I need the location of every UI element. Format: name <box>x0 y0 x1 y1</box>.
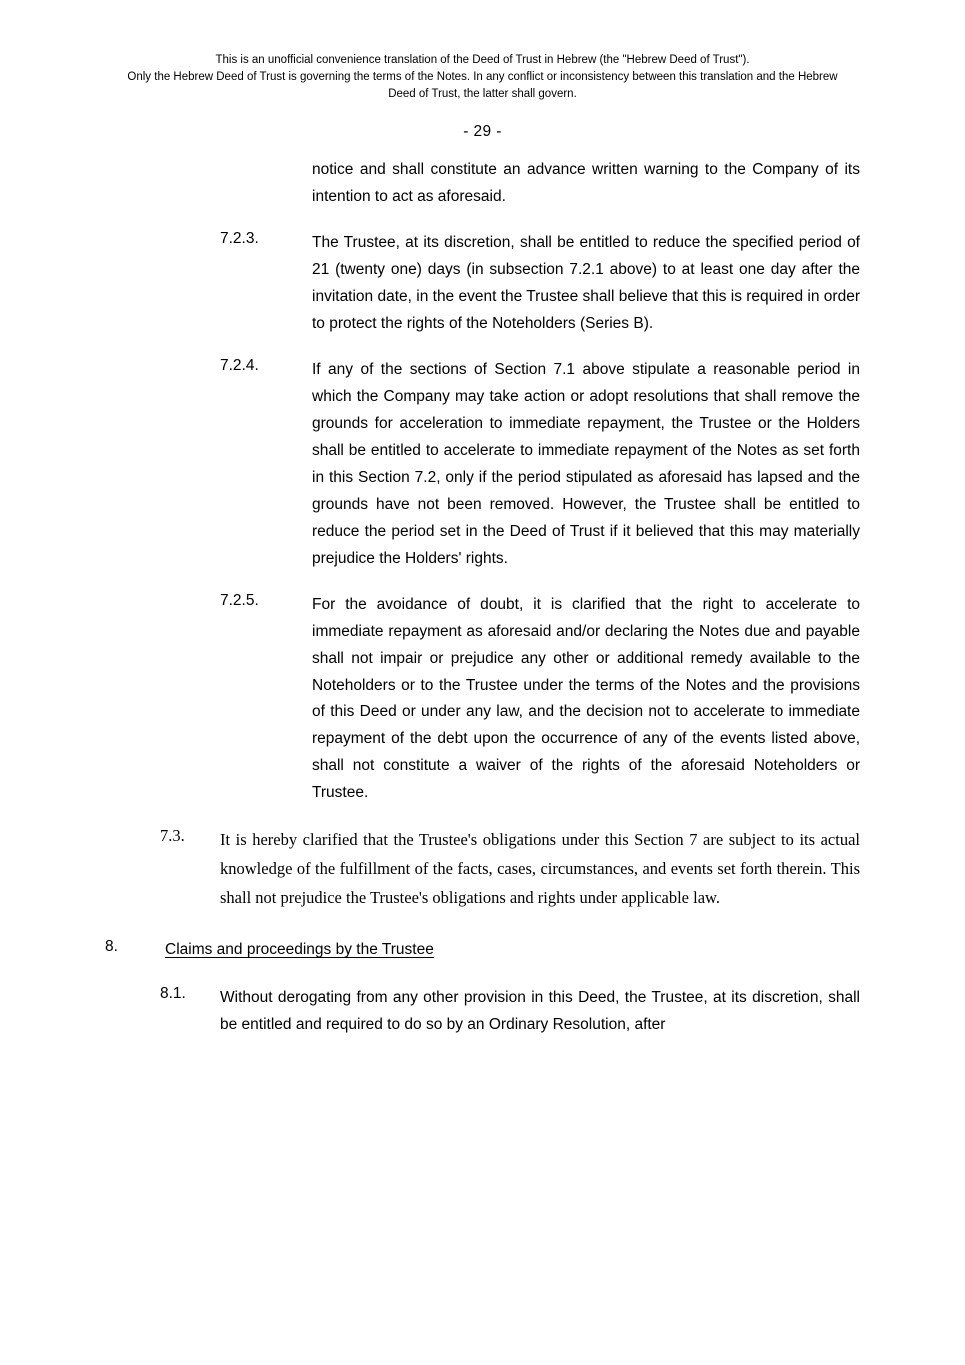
paragraph-continuation-text: notice and shall constitute an advance written warning to the Company of its intention to act as aforesaid. <box>312 161 860 206</box>
clause-7-2-3-number: 7.2.3. <box>220 229 259 247</box>
section-8-heading <box>100 938 865 963</box>
clause-7-2-5-text: For the avoidance of doubt, it is clarified that the right to accelerate to immediate repayment as aforesaid and/or declaring the Notes due and payable shall not impair or prejudice any other or additional remedy available to the Noteholders or to the Trustee under the terms of the Notes and the provisions of this Deed or under any law, and the decision not to accelerate to immediate repayment of the debt upon the occurrence of any of the events listed above, shall not constitute a waiver of the rights of the aforesaid Noteholders or Trustee. <box>312 595 860 802</box>
section-8-number: 8. <box>105 938 118 956</box>
clause-7-2-5 <box>100 592 865 808</box>
clause-7-2-3 <box>100 230 865 338</box>
clause-7-2-3-text: The Trustee, at its discretion, shall be entitled to reduce the specified period of 21 (twenty one) days (in subsection 7.2.1 above) to at least one day after the invitation date, in the event the Trustee shall believe that this is required in order to protect the rights of the Noteholders (Series B). <box>312 233 860 332</box>
clause-7-3 <box>100 826 865 912</box>
clause-8-1-number: 8.1. <box>160 985 186 1003</box>
disclaimer-line-2: Only the Hebrew Deed of Trust is governing the terms of the Notes. In any conflict or inconsistency between this translation and the Hebrew <box>127 71 838 84</box>
page-number: - 29 - <box>463 123 502 141</box>
clause-7-2-4 <box>100 357 865 573</box>
paragraph-continuation <box>100 157 865 211</box>
section-8-title: Claims and proceedings by the Trustee <box>165 941 434 959</box>
clause-7-2-4-text: If any of the sections of Section 7.1 above stipulate a reasonable period in which the Company may take action or adopt resolutions that shall remove the grounds for acceleration to immediate repayment, the Trustee or the Holders shall be entitled to accelerate to immediate repayment of the Notes as set forth in this Section 7.2, only if the period stipulated as aforesaid has lapsed and the grounds have not been removed. However, the Trustee shall be entitled to reduce the period set in the Deed of Trust if it believed that this may materially prejudice the Holders' rights. <box>312 360 860 567</box>
clause-8-1-text: Without derogating from any other provision in this Deed, the Trustee, at its discretion, shall be entitled and required to do so by an Ordinary Resolution, after <box>220 989 860 1034</box>
clause-7-3-text: It is hereby clarified that the Trustee's obligations under this Section 7 are subject to its actual knowledge of the fulfillment of the facts, cases, circumstances, and events set forth therein. This shall not prejudice the Trustee's obligations and rights under applicable law. <box>220 830 860 907</box>
disclaimer-line-1: This is an unofficial convenience translation of the Deed of Trust in Hebrew (the "Hebrew Deed of Trust"). <box>215 54 750 66</box>
document-body <box>100 157 865 1039</box>
translation-disclaimer <box>103 52 863 103</box>
clause-8-1 <box>100 985 865 1039</box>
clause-7-2-5-number: 7.2.5. <box>220 591 259 609</box>
clause-7-2-4-number: 7.2.4. <box>220 356 259 374</box>
clause-7-3-number: 7.3. <box>160 826 185 846</box>
disclaimer-line-3: Deed of Trust, the latter shall govern. <box>388 88 577 101</box>
